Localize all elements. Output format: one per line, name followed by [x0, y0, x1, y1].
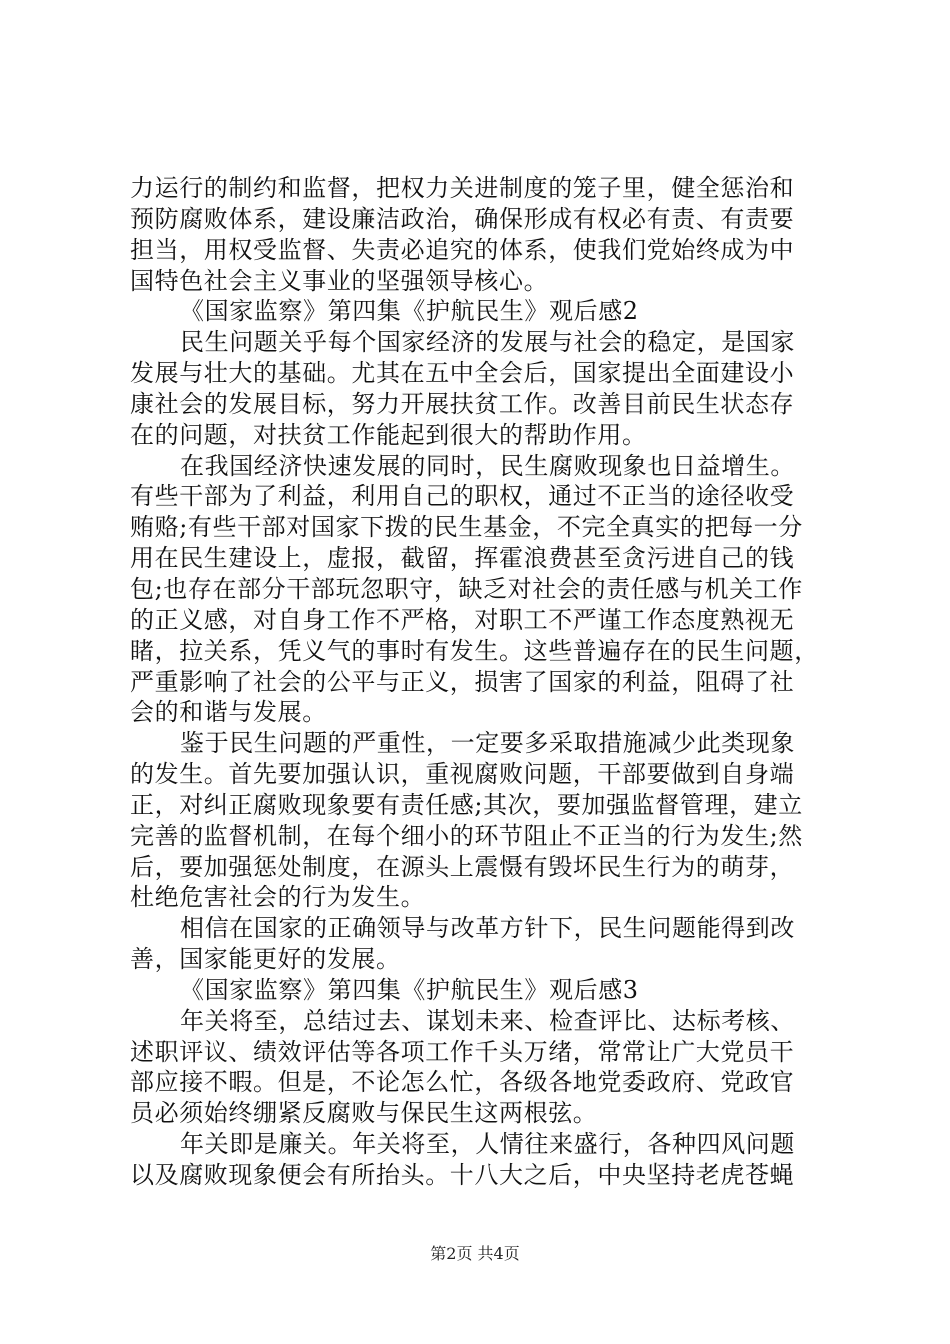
- text-line: 后，要加强惩处制度，在源头上震慑有毁坏民生行为的萌芽，: [130, 852, 795, 881]
- text-line: 会的和谐与发展。: [130, 698, 327, 727]
- text-line: 的发生。首先要加强认识，重视腐败问题，干部要做到自身端: [130, 760, 795, 789]
- text-line: 述职评议、绩效评估等各项工作千头万绪，常常让广大党员干: [130, 1037, 795, 1066]
- text-line: 相信在国家的正确领导与改革方针下，民生问题能得到改: [180, 914, 795, 943]
- text-line: 国特色社会主义事业的坚强领导核心。: [130, 266, 549, 295]
- text-line: 用在民生建设上，虚报，截留，挥霍浪费甚至贪污进自己的钱: [130, 544, 795, 573]
- text-line: 员必须始终绷紧反腐败与保民生这两根弦。: [130, 1099, 598, 1128]
- text-line: 民生问题关乎每个国家经济的发展与社会的稳定，是国家: [180, 328, 795, 357]
- text-line: 担当，用权受监督、失责必追究的体系，使我们党始终成为中: [130, 235, 795, 264]
- text-line: 在我国经济快速发展的同时，民生腐败现象也日益增生。: [180, 451, 795, 480]
- text-line: 康社会的发展目标，努力开展扶贫工作。改善目前民生状态存: [130, 389, 795, 418]
- text-line: 鉴于民生问题的严重性，一定要多采取措施减少此类现象: [180, 729, 795, 758]
- text-line: 严重影响了社会的公平与正义，损害了国家的利益，阻碍了社: [130, 667, 795, 696]
- text-line: 正，对纠正腐败现象要有责任感;其次，要加强监督管理，建立: [130, 790, 803, 819]
- text-line: 在的问题，对扶贫工作能起到很大的帮助作用。: [130, 420, 647, 449]
- text-line: 贿赂;有些干部对国家下拨的民生基金，不完全真实的把每一分: [130, 513, 803, 542]
- text-line: 的正义感，对自身工作不严格，对职工不严谨工作态度熟视无: [130, 605, 795, 634]
- text-line: 有些干部为了利益，利用自己的职权，通过不正当的途径收受: [130, 482, 795, 511]
- text-line: 完善的监督机制，在每个细小的环节阻止不正当的行为发生;然: [130, 821, 803, 850]
- text-line: 年关即是廉关。年关将至，人情往来盛行，各种四风问题: [180, 1130, 795, 1159]
- text-line: 《国家监察》第四集《护航民生》观后感2: [180, 297, 639, 326]
- text-line: 以及腐败现象便会有所抬头。十八大之后，中央坚持老虎苍蝇: [130, 1161, 795, 1189]
- text-line: 部应接不暇。但是，不论怎么忙，各级各地党委政府、党政官: [130, 1068, 795, 1097]
- text-line: 预防腐败体系，建设廉洁政治，确保形成有权必有责、有责要: [130, 204, 795, 233]
- document-body: [130, 173, 830, 1191]
- text-line: 年关将至，总结过去、谋划未来、检查评比、达标考核、: [180, 1006, 795, 1035]
- text-line: 睹，拉关系，凭义气的事时有发生。这些普遍存在的民生问题，: [130, 636, 819, 665]
- text-line: 《国家监察》第四集《护航民生》观后感3: [180, 975, 639, 1004]
- text-line: 包;也存在部分干部玩忽职守，缺乏对社会的责任感与机关工作: [130, 574, 803, 603]
- text-line: 发展与壮大的基础。尤其在五中全会后，国家提出全面建设小: [130, 359, 795, 388]
- page-footer: 第2页 共4页: [430, 1244, 520, 1263]
- text-line: 力运行的制约和监督，把权力关进制度的笼子里，健全惩治和: [130, 174, 795, 202]
- text-line: 善，国家能更好的发展。: [130, 945, 401, 974]
- text-line: 杜绝危害社会的行为发生。: [130, 883, 426, 912]
